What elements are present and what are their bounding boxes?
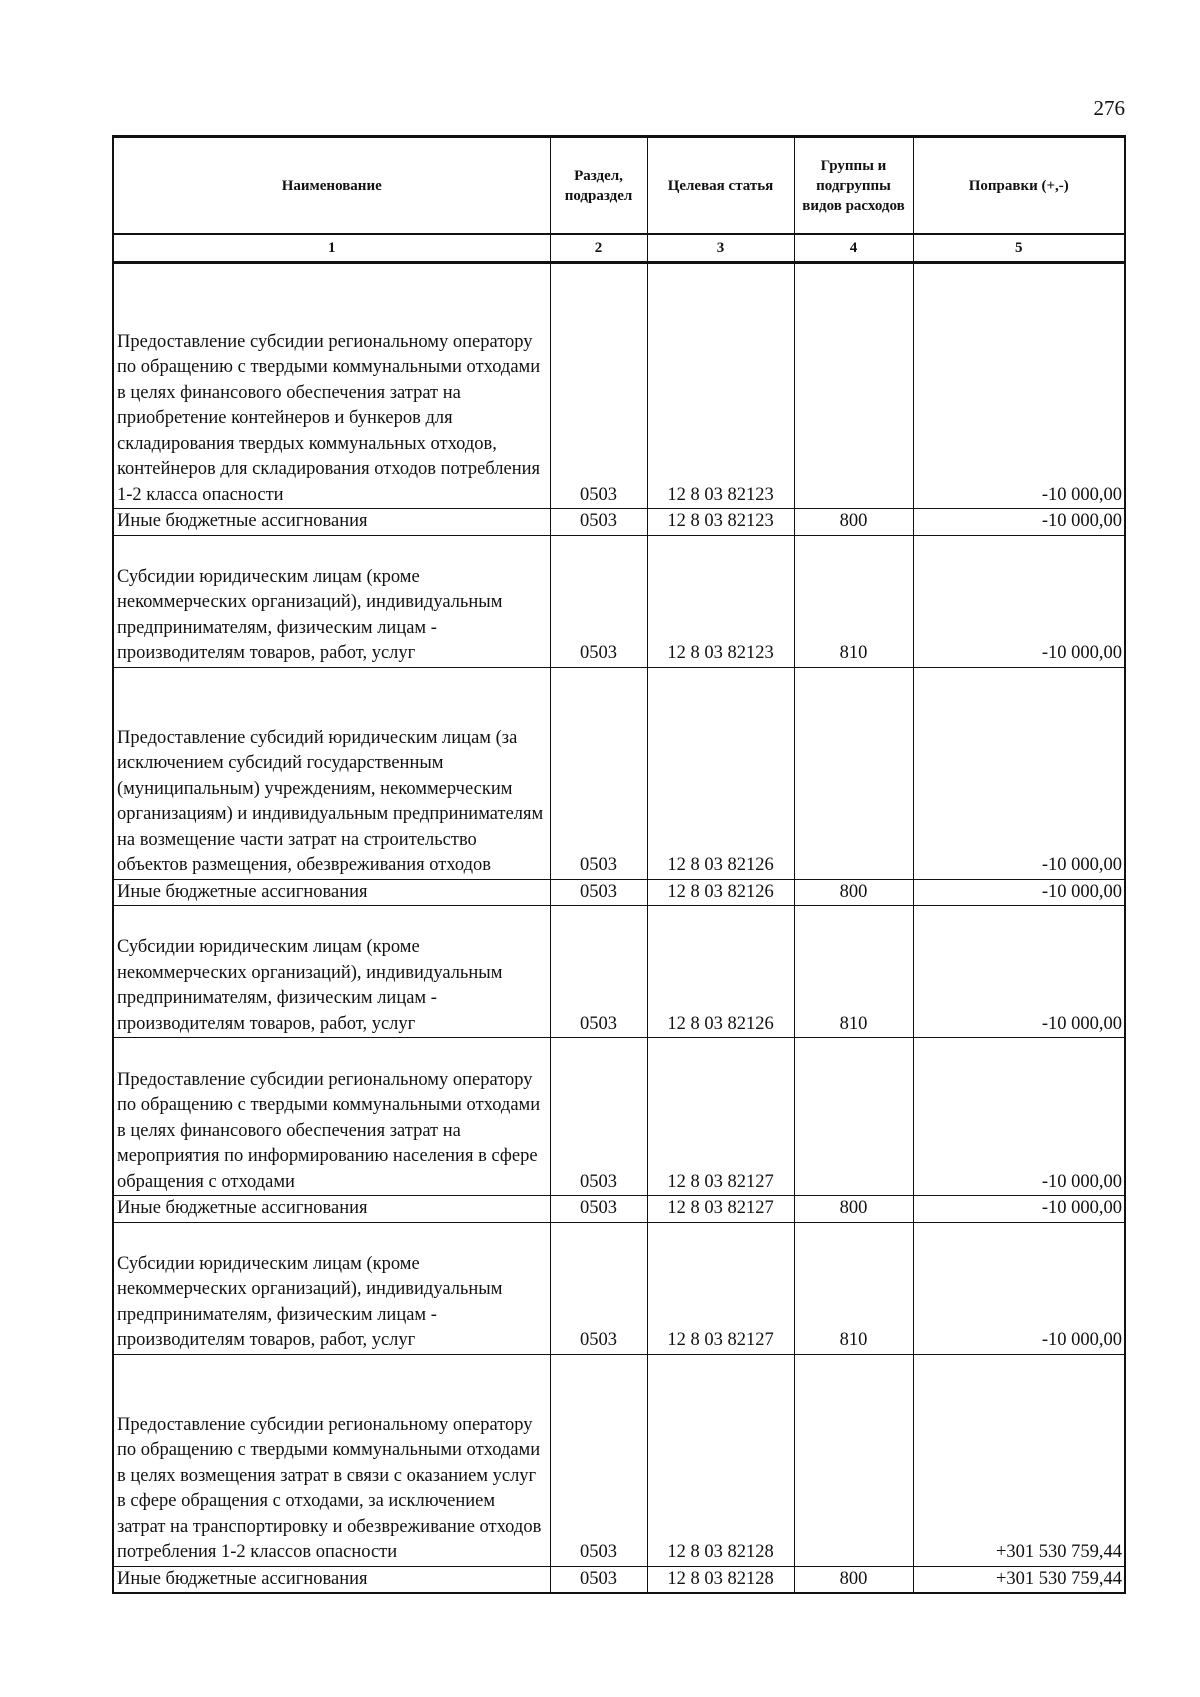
row-amount: -10 000,00 (913, 509, 1125, 536)
row-section: 0503 (550, 1566, 647, 1593)
row-target: 12 8 03 82127 (647, 1196, 794, 1223)
column-number: 4 (794, 234, 913, 263)
row-amount: +301 530 759,44 (913, 1566, 1125, 1593)
table-header-row (113, 137, 1125, 235)
row-section: 0503 (550, 535, 647, 667)
row-target: 12 8 03 82127 (647, 1222, 794, 1354)
row-section: 0503 (550, 667, 647, 879)
row-group: 810 (794, 906, 913, 1038)
row-amount: -10 000,00 (913, 1038, 1125, 1196)
column-number: 2 (550, 234, 647, 263)
table-row (113, 1222, 1125, 1354)
table-row (113, 906, 1125, 1038)
row-amount: -10 000,00 (913, 906, 1125, 1038)
row-amount: -10 000,00 (913, 1196, 1125, 1223)
row-section: 0503 (550, 263, 647, 509)
row-target: 12 8 03 82126 (647, 906, 794, 1038)
row-target: 12 8 03 82126 (647, 879, 794, 906)
row-target: 12 8 03 82128 (647, 1566, 794, 1593)
row-name: Предоставление субсидий юридическим лицам (за исключением субсидий государственным (муниципальным) учреждениям, некоммерческим организациям) и индивидуальным предпринимателям на возмещение части затрат на строительство объектов размещения, обезвреживания отходов (113, 667, 550, 879)
row-target: 12 8 03 82123 (647, 509, 794, 536)
row-name: Предоставление субсидии региональному оператору по обращению с твердыми коммунальными отходами в целях возмещения затрат в связи с оказанием услуг в сфере обращения с отходами, за исключением затрат на транспортировку и обезвреживание отходов потребления 1-2 классов опасности (113, 1354, 550, 1566)
table-row (113, 509, 1125, 536)
header-amendments: Поправки (+,-) (913, 137, 1125, 235)
table-row (113, 667, 1125, 879)
row-amount: +301 530 759,44 (913, 1354, 1125, 1566)
header-name: Наименование (113, 137, 550, 235)
column-number: 3 (647, 234, 794, 263)
column-number: 1 (113, 234, 550, 263)
row-group: 800 (794, 509, 913, 536)
row-group: 800 (794, 879, 913, 906)
row-name: Иные бюджетные ассигнования (113, 509, 550, 536)
table-row (113, 1566, 1125, 1593)
row-section: 0503 (550, 1196, 647, 1223)
row-section: 0503 (550, 906, 647, 1038)
budget-amendments-table (112, 135, 1126, 1594)
row-section: 0503 (550, 1038, 647, 1196)
page-number: 276 (1093, 96, 1125, 120)
row-name: Иные бюджетные ассигнования (113, 1196, 550, 1223)
table-row (113, 1038, 1125, 1196)
row-section: 0503 (550, 1222, 647, 1354)
header-groups: Группы и подгруппы видов расходов (794, 137, 913, 235)
row-target: 12 8 03 82123 (647, 263, 794, 509)
row-group: 800 (794, 1196, 913, 1223)
row-section: 0503 (550, 1354, 647, 1566)
row-amount: -10 000,00 (913, 1222, 1125, 1354)
row-target: 12 8 03 82123 (647, 535, 794, 667)
table-row (113, 879, 1125, 906)
row-group (794, 263, 913, 509)
row-amount: -10 000,00 (913, 535, 1125, 667)
row-section: 0503 (550, 509, 647, 536)
header-target: Целевая статья (647, 137, 794, 235)
row-group: 810 (794, 1222, 913, 1354)
row-amount: -10 000,00 (913, 667, 1125, 879)
row-group (794, 667, 913, 879)
row-target: 12 8 03 82128 (647, 1354, 794, 1566)
header-section: Раздел, подраздел (550, 137, 647, 235)
table-row (113, 263, 1125, 509)
row-amount: -10 000,00 (913, 263, 1125, 509)
row-name: Субсидии юридическим лицам (кроме некоммерческих организаций), индивидуальным предпринимателям, физическим лицам - производителям товаров, работ, услуг (113, 1222, 550, 1354)
table-row (113, 1196, 1125, 1223)
row-name: Иные бюджетные ассигнования (113, 1566, 550, 1593)
row-amount: -10 000,00 (913, 879, 1125, 906)
row-name: Предоставление субсидии региональному оператору по обращению с твердыми коммунальными отходами в целях финансового обеспечения затрат на мероприятия по информированию населения в сфере обращения с отходами (113, 1038, 550, 1196)
row-name: Иные бюджетные ассигнования (113, 879, 550, 906)
row-group (794, 1354, 913, 1566)
row-name: Субсидии юридическим лицам (кроме некоммерческих организаций), индивидуальным предпринимателям, физическим лицам - производителям товаров, работ, услуг (113, 906, 550, 1038)
row-group (794, 1038, 913, 1196)
column-number: 5 (913, 234, 1125, 263)
table-row (113, 535, 1125, 667)
column-number-row (113, 234, 1125, 263)
row-group: 800 (794, 1566, 913, 1593)
row-section: 0503 (550, 879, 647, 906)
table-row (113, 1354, 1125, 1566)
row-name: Субсидии юридическим лицам (кроме некоммерческих организаций), индивидуальным предпринимателям, физическим лицам - производителям товаров, работ, услуг (113, 535, 550, 667)
row-name: Предоставление субсидии региональному оператору по обращению с твердыми коммунальными отходами в целях финансового обеспечения затрат на приобретение контейнеров и бункеров для складирования твердых коммунальных отходов, контейнеров для складирования отходов потребления 1-2 класса опасности (113, 263, 550, 509)
row-group: 810 (794, 535, 913, 667)
row-target: 12 8 03 82126 (647, 667, 794, 879)
row-target: 12 8 03 82127 (647, 1038, 794, 1196)
